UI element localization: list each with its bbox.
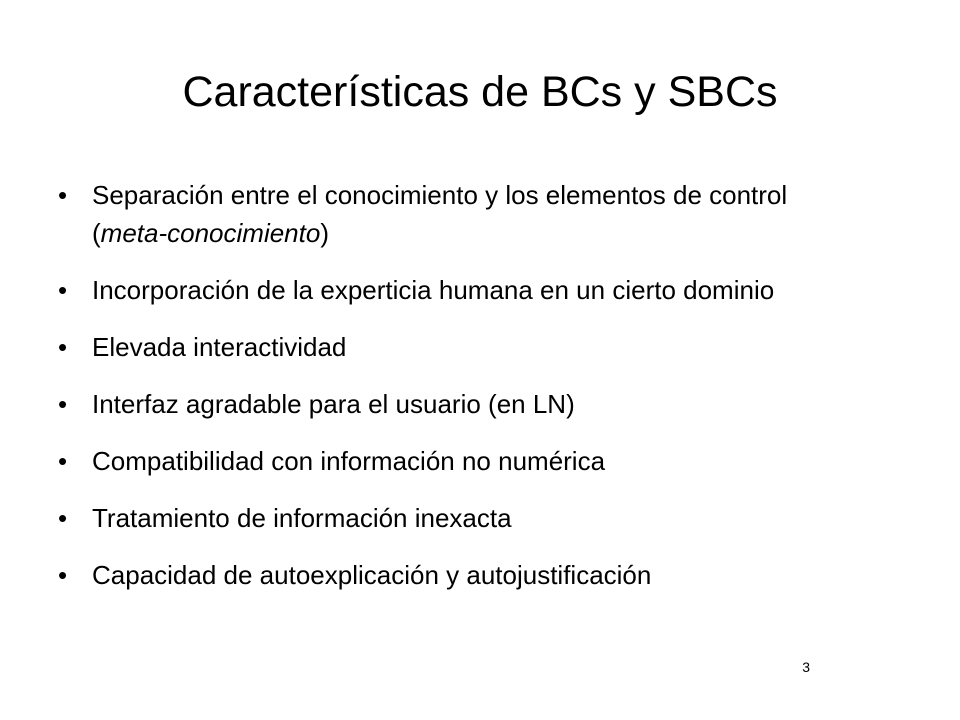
- bullet-text: Incorporación de la experticia humana en un cierto dominio: [92, 275, 775, 305]
- bullet-list: [58, 176, 852, 613]
- bullet-item: [58, 499, 852, 537]
- bullet-text-emphasis: meta-conocimiento: [100, 218, 321, 248]
- bullet-item: [58, 271, 852, 309]
- bullet-text: Compatibilidad con información no numérica: [92, 446, 606, 476]
- bullet-item: [58, 328, 852, 366]
- bullet-icon: •: [58, 503, 68, 533]
- bullet-icon: •: [58, 275, 68, 305]
- bullet-item: [58, 385, 852, 423]
- bullet-text-part: ): [320, 218, 329, 248]
- bullet-item: [58, 442, 852, 480]
- bullet-icon: •: [58, 389, 68, 419]
- bullet-text: Capacidad de autoexplicación y autojustificación: [92, 560, 652, 590]
- bullet-icon: •: [58, 180, 68, 210]
- bullet-text: [92, 180, 787, 248]
- bullet-text-part: Separación entre el conocimiento y los elementos de control (: [92, 180, 788, 248]
- bullet-text: Tratamiento de información inexacta: [92, 503, 512, 533]
- bullet-text: Interfaz agradable para el usuario (en LN): [92, 389, 575, 419]
- slide-title: Características de BCs y SBCs: [182, 68, 778, 116]
- bullet-icon: •: [58, 332, 68, 362]
- bullet-icon: •: [58, 560, 68, 590]
- bullet-icon: •: [58, 446, 68, 476]
- bullet-text: Elevada interactividad: [92, 332, 347, 362]
- page-number: 3: [802, 659, 810, 675]
- bullet-item: [58, 176, 852, 252]
- bullet-item: [58, 556, 852, 594]
